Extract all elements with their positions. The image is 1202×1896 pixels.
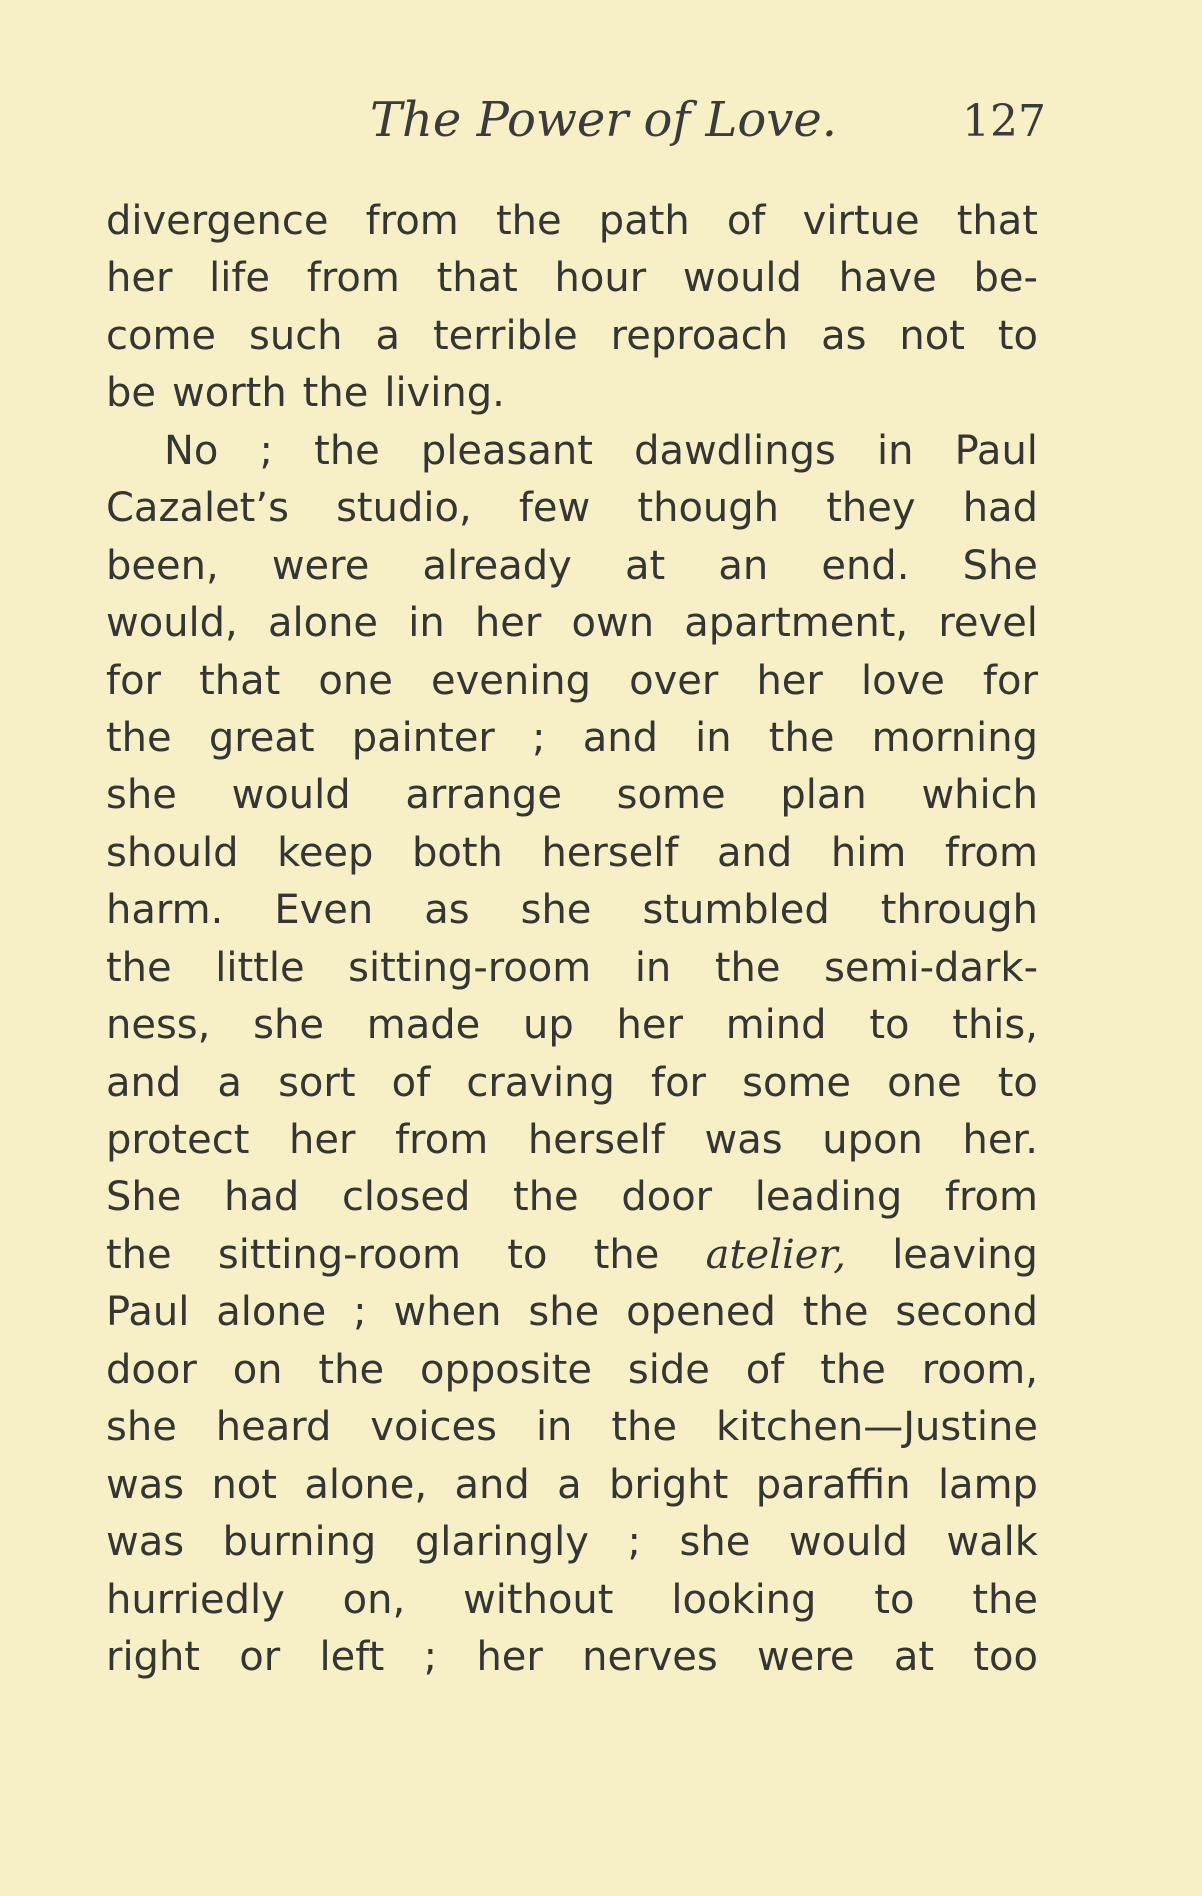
word: in <box>535 1404 573 1451</box>
word: was <box>106 1461 185 1508</box>
word: the <box>106 714 172 761</box>
word: for <box>650 1059 706 1106</box>
word: the <box>106 944 172 991</box>
word: bright <box>608 1461 729 1508</box>
word: in <box>408 600 445 647</box>
word: evening <box>430 657 592 704</box>
word: she <box>528 1289 600 1336</box>
word: life <box>209 255 271 302</box>
word: heard <box>215 1404 332 1451</box>
word: already <box>422 542 572 589</box>
word: that <box>956 198 1038 244</box>
word: which <box>921 772 1038 819</box>
word: on, <box>342 1576 406 1623</box>
word: over <box>629 657 719 704</box>
text-line <box>106 1342 1038 1399</box>
word: living. <box>384 370 505 417</box>
word: when <box>393 1289 502 1336</box>
word: one <box>318 657 393 704</box>
word: virtue <box>802 198 920 244</box>
word: the <box>495 198 562 244</box>
word: pleasant <box>420 427 593 474</box>
word: she <box>253 1002 324 1049</box>
word: and <box>717 829 793 876</box>
word: morning <box>871 714 1038 761</box>
word: ness, <box>106 1002 211 1049</box>
word: in <box>695 714 732 761</box>
word: looking <box>671 1576 817 1623</box>
word: one <box>887 1059 962 1106</box>
word: for <box>982 657 1038 704</box>
word: her <box>616 1002 683 1049</box>
word: for <box>106 657 161 704</box>
word: ; <box>353 1289 367 1336</box>
word: she <box>520 887 592 934</box>
word: that <box>199 657 281 704</box>
word: voices <box>370 1404 497 1451</box>
word: studio, <box>336 485 472 532</box>
word: a <box>557 1461 582 1508</box>
word: few <box>518 485 591 532</box>
word: as <box>821 312 867 359</box>
word: own <box>571 600 655 647</box>
word: made <box>366 1002 481 1049</box>
text-line <box>106 1399 1038 1456</box>
text-line <box>106 1629 1038 1686</box>
word: her. <box>962 1117 1038 1163</box>
word: her <box>289 1117 356 1163</box>
word: though <box>637 485 780 532</box>
word: revel <box>938 600 1038 647</box>
word: love <box>860 657 945 704</box>
word: from <box>365 198 459 244</box>
body-text <box>106 193 1038 1686</box>
word: sort <box>278 1059 356 1106</box>
text-line <box>106 940 1038 997</box>
word: she <box>106 1404 177 1451</box>
word: worth <box>172 370 287 417</box>
word: closed <box>341 1174 471 1221</box>
word: as <box>424 887 470 934</box>
word: ; <box>532 714 546 761</box>
word: ; <box>423 1633 438 1680</box>
word: at <box>624 542 666 589</box>
word: great <box>208 714 315 761</box>
word: the <box>513 1174 579 1221</box>
word: lamp <box>937 1461 1038 1508</box>
text-line <box>106 308 1038 365</box>
word: was <box>704 1117 783 1163</box>
word: to <box>869 1002 910 1049</box>
word: of <box>745 1346 785 1393</box>
word: to <box>997 1059 1038 1106</box>
word: alone <box>267 600 379 647</box>
word: ; <box>627 1519 641 1566</box>
word: the <box>593 1231 660 1278</box>
word: the <box>302 370 369 417</box>
text-line <box>106 1284 1038 1341</box>
word: door <box>106 1346 197 1393</box>
word: little <box>215 944 305 991</box>
word: an <box>718 542 769 589</box>
word: the <box>611 1404 677 1451</box>
word: apartment, <box>684 600 909 647</box>
word: she <box>106 772 177 819</box>
word: reproach <box>610 312 789 359</box>
word: the <box>314 427 380 474</box>
word: the <box>802 1289 869 1336</box>
word: She <box>106 1174 182 1221</box>
word: in <box>634 944 672 991</box>
word: on <box>232 1346 283 1393</box>
word: door <box>621 1174 713 1221</box>
word: been, <box>106 542 219 589</box>
word: She <box>962 542 1038 589</box>
page-number: 127 <box>962 96 1046 147</box>
text-line <box>106 595 1038 652</box>
word: at <box>893 1633 935 1680</box>
word: the <box>714 944 781 991</box>
word: a <box>217 1059 242 1106</box>
word: have <box>838 255 937 302</box>
word: not <box>211 1461 277 1508</box>
word: sitting-room <box>348 944 592 991</box>
word: such <box>249 312 343 359</box>
text-line <box>106 250 1038 307</box>
word: upon <box>822 1117 923 1163</box>
text-line <box>106 1227 1038 1284</box>
word: a <box>375 312 401 359</box>
word: not <box>899 312 965 359</box>
word: alone <box>216 1289 327 1336</box>
word: alone, <box>304 1461 428 1508</box>
word: ; <box>259 427 274 474</box>
word: both <box>411 829 503 876</box>
word: Cazalet’s <box>106 485 289 532</box>
word: be <box>106 370 156 417</box>
text-line <box>106 997 1038 1054</box>
word: him <box>830 829 907 876</box>
word: from <box>306 255 400 302</box>
text-line <box>106 882 1038 939</box>
word: they <box>826 485 916 532</box>
word: the <box>972 1576 1038 1623</box>
word: arrange <box>405 772 562 819</box>
text-line <box>106 1514 1038 1571</box>
word: divergence <box>106 198 329 244</box>
word: end. <box>821 542 910 589</box>
text-line <box>106 365 1038 422</box>
word: she <box>679 1519 751 1566</box>
word: Paul <box>106 1289 190 1336</box>
text-line <box>106 538 1038 595</box>
word: that <box>436 255 518 302</box>
word: keep <box>277 829 374 876</box>
word: her <box>756 657 823 704</box>
word: through <box>880 887 1038 934</box>
word: were <box>757 1633 855 1680</box>
word: leading <box>754 1174 903 1221</box>
word: would, <box>106 600 238 647</box>
word: side <box>627 1346 710 1393</box>
word: to <box>874 1576 915 1623</box>
word: from <box>944 829 1038 876</box>
text-line <box>106 710 1038 767</box>
text-line <box>106 1457 1038 1514</box>
word: without <box>463 1576 614 1623</box>
word: opposite <box>419 1346 592 1393</box>
word: sitting-room <box>217 1231 462 1278</box>
word: or <box>239 1633 281 1680</box>
word: herself <box>541 829 679 876</box>
text-line <box>106 1169 1038 1226</box>
text-line <box>106 480 1038 537</box>
text-line <box>106 193 1038 250</box>
word: up <box>523 1002 574 1049</box>
word: paraffin <box>755 1461 911 1508</box>
word: of <box>391 1059 431 1106</box>
word: come <box>106 312 217 359</box>
word: hour <box>554 255 647 302</box>
word: path <box>598 198 690 244</box>
text-line <box>106 767 1038 824</box>
word: of <box>726 198 766 244</box>
word: left <box>319 1633 385 1680</box>
word: walk <box>946 1519 1038 1566</box>
word: room, <box>921 1346 1038 1393</box>
word: her <box>106 255 173 302</box>
word: second <box>895 1289 1038 1336</box>
word: be- <box>973 255 1038 302</box>
word: some <box>742 1059 852 1106</box>
word: from <box>944 1174 1038 1221</box>
running-header-title: The Power of Love. <box>370 92 838 148</box>
text-line <box>106 825 1038 882</box>
word: and <box>106 1059 182 1106</box>
word: semi-dark- <box>824 944 1038 991</box>
word: had <box>962 485 1038 532</box>
word: painter <box>351 714 495 761</box>
word: plan <box>780 772 867 819</box>
word: was <box>106 1519 185 1566</box>
word: terrible <box>432 312 578 359</box>
text-line <box>106 653 1038 710</box>
word: Paul <box>954 427 1038 474</box>
word: nerves <box>582 1633 718 1680</box>
word: Even <box>274 887 374 934</box>
word: the <box>768 714 835 761</box>
word: would <box>682 255 802 302</box>
word: hurriedly <box>106 1576 285 1623</box>
word: should <box>106 829 239 876</box>
word: to <box>507 1231 548 1278</box>
word: No <box>164 427 219 474</box>
word: harm. <box>106 887 224 934</box>
word: the <box>106 1231 172 1278</box>
text-line <box>106 1055 1038 1112</box>
word: were <box>271 542 370 589</box>
word: some <box>616 772 726 819</box>
word: from <box>395 1117 489 1163</box>
word: her <box>474 600 542 647</box>
word: craving <box>466 1059 615 1106</box>
word: right <box>106 1633 200 1680</box>
word: herself <box>527 1117 665 1163</box>
word: would <box>788 1519 908 1566</box>
word: burning <box>222 1519 377 1566</box>
word: this, <box>952 1002 1038 1049</box>
word: glaringly <box>414 1519 589 1566</box>
word: protect <box>106 1117 250 1163</box>
word: in <box>877 427 914 474</box>
word: leaving <box>892 1231 1038 1278</box>
word: her <box>476 1633 543 1680</box>
text-line <box>106 1112 1038 1169</box>
word: the <box>318 1346 385 1393</box>
word: the <box>820 1346 886 1393</box>
text-line <box>106 1572 1038 1629</box>
word: and <box>582 714 658 761</box>
text-line <box>106 423 1038 480</box>
word: and <box>454 1461 530 1508</box>
word: to <box>997 312 1038 359</box>
word: opened <box>626 1289 776 1336</box>
word: kitchen—Justine <box>715 1404 1038 1451</box>
word: would <box>231 772 351 819</box>
word: atelier, <box>705 1231 846 1278</box>
word: stumbled <box>642 887 830 934</box>
word: mind <box>725 1002 827 1049</box>
word: too <box>973 1633 1038 1680</box>
word: had <box>224 1174 300 1221</box>
word: dawdlings <box>634 427 836 474</box>
